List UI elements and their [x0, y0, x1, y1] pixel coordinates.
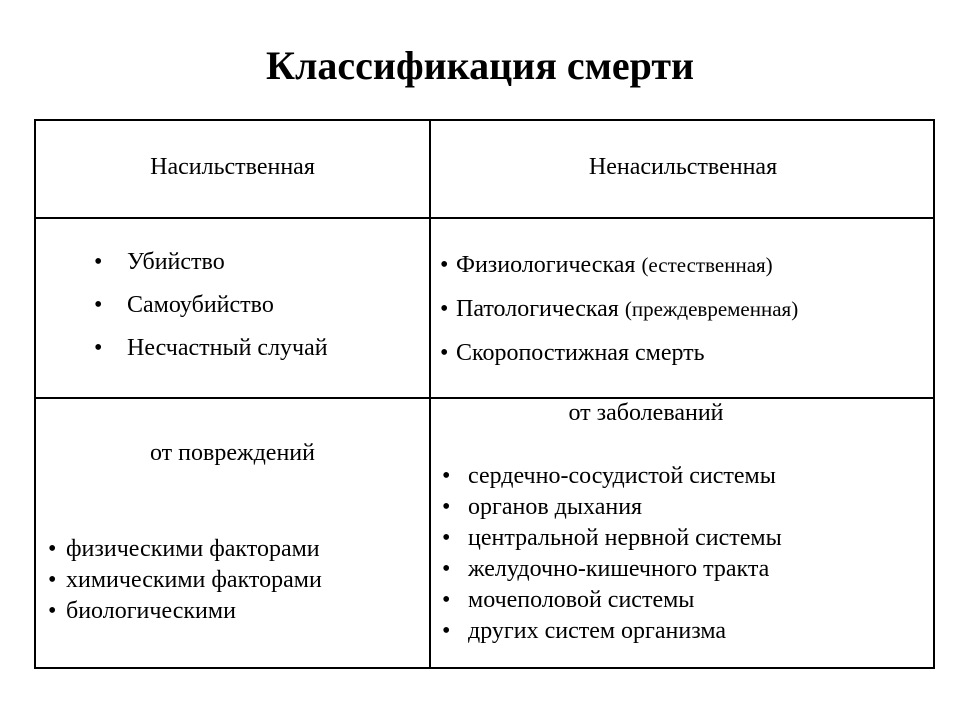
list-item: • центральной нервной системы	[442, 525, 782, 556]
diseases-heading: от заболеваний	[568, 400, 724, 426]
type-main: Патологическая	[456, 296, 619, 322]
list-item: • биологическими	[46, 598, 322, 629]
list-item: • химическими факторами	[46, 567, 322, 598]
diseases-list	[442, 463, 782, 649]
list-item: • физическими факторами	[46, 536, 322, 567]
injuries-heading: от повреждений	[150, 440, 315, 466]
list-item: • Самоубийство	[94, 292, 328, 335]
violent-types-list	[94, 249, 328, 378]
classification-table	[34, 119, 935, 669]
column-divider	[429, 121, 431, 667]
type-main: Скоропостижная смерть	[456, 340, 705, 366]
list-item	[440, 340, 798, 384]
row-divider-middle	[36, 397, 933, 399]
row-divider-header	[36, 217, 933, 219]
injuries-list	[46, 536, 322, 629]
page-title: Классификация смерти	[265, 43, 695, 88]
header-violent: Насильственная	[150, 154, 315, 180]
list-item: • сердечно-сосудистой системы	[442, 463, 782, 494]
type-note: (естественная)	[641, 253, 773, 277]
list-item: • органов дыхания	[442, 494, 782, 525]
list-item: • желудочно-кишечного тракта	[442, 556, 782, 587]
list-item	[440, 252, 798, 296]
list-item: • Убийство	[94, 249, 328, 292]
header-nonviolent: Ненасильственная	[588, 154, 778, 180]
list-item: • других систем организма	[442, 618, 782, 649]
list-item	[440, 296, 798, 340]
list-item: • Несчастный случай	[94, 335, 328, 378]
type-main: Физиологическая	[456, 252, 636, 278]
nonviolent-types-list	[440, 252, 798, 384]
list-item: • мочеполовой системы	[442, 587, 782, 618]
type-note: (преждевременная)	[624, 297, 799, 321]
